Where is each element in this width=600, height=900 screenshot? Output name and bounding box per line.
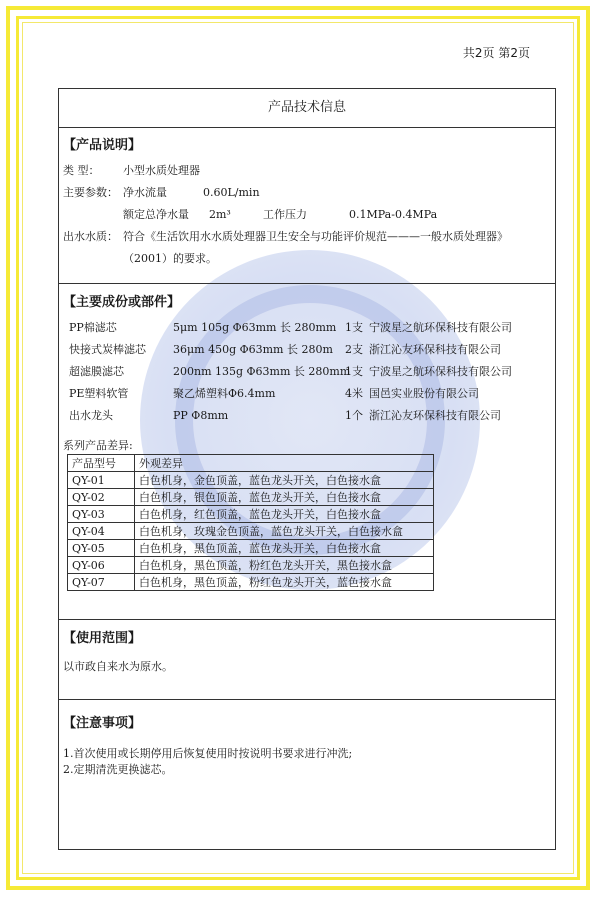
variant-model: QY-06 [68, 557, 135, 574]
component-row [59, 361, 555, 383]
document-title: 产品技术信息 [59, 89, 555, 128]
section-usage [59, 619, 555, 699]
variant-model: QY-01 [68, 472, 135, 489]
variant-difference: 白色机身，黑色顶盖，粉红色龙头开关，蓝色接水盒 [135, 574, 434, 591]
component-row [59, 405, 555, 427]
component-name: 超滤膜滤芯 [69, 365, 124, 378]
component-qty: 1支 [345, 365, 363, 378]
variant-difference: 白色机身，银色顶盖，蓝色龙头开关，白色接水盒 [135, 489, 434, 506]
header-model: 产品型号 [68, 455, 135, 472]
component-name: PP棉滤芯 [69, 321, 117, 334]
section-heading: 【主要成份或部件】 [63, 295, 181, 310]
component-maker: 浙江沁友环保科技有限公司 [369, 409, 501, 422]
variant-row [68, 489, 434, 506]
document-box [58, 88, 556, 850]
component-qty: 1支 [345, 321, 363, 334]
variants-heading: 系列产品差异: [63, 439, 133, 452]
variant-model: QY-05 [68, 540, 135, 557]
variant-difference: 白色机身，黑色顶盖，粉红色龙头开关，黑色接水盒 [135, 557, 434, 574]
component-spec: 5μm 105g Φ63mm 长 280mm [173, 321, 337, 334]
component-spec: 聚乙烯塑料Φ6.4mm [173, 387, 276, 400]
component-maker: 宁波星之航环保科技有限公司 [369, 365, 512, 378]
variant-row [68, 472, 434, 489]
variant-row [68, 557, 434, 574]
variants-header-row [68, 455, 434, 472]
component-name: 快接式炭棒滤芯 [69, 343, 146, 356]
component-qty: 1个 [345, 409, 363, 422]
component-qty: 2支 [345, 343, 363, 356]
component-maker: 国邑实业股份有限公司 [369, 387, 479, 400]
note-line: 1.首次使用或长期停用后恢复使用时按说明书要求进行冲洗; [63, 747, 353, 760]
section-heading: 【使用范围】 [63, 631, 142, 646]
variant-model: QY-04 [68, 523, 135, 540]
section-product-description [59, 127, 555, 265]
section-heading: 【产品说明】 [63, 138, 142, 153]
params-row: 主要参数： 净水流量 0.60L/min [63, 186, 260, 199]
variant-model: QY-07 [68, 574, 135, 591]
variant-model: QY-02 [68, 489, 135, 506]
component-spec: 200nm 135g Φ63mm 长 280mm [173, 365, 351, 378]
outlet-row-2: （2001）的要求。 [123, 252, 217, 265]
page-number: 共2页 第2页 [462, 46, 530, 60]
outlet-row: 出水水质： 符合《生活饮用水水质处理器卫生安全与功能评价规范———一般水质处理器》 [63, 230, 508, 243]
variant-row [68, 523, 434, 540]
component-row [59, 317, 555, 339]
variant-model: QY-03 [68, 506, 135, 523]
variant-difference: 白色机身，黑色顶盖，蓝色龙头开关，白色接水盒 [135, 540, 434, 557]
header-difference: 外观差异 [135, 455, 434, 472]
section-heading: 【注意事项】 [63, 716, 142, 731]
section-notes [59, 699, 555, 849]
variants-table [67, 454, 434, 591]
component-maker: 宁波星之航环保科技有限公司 [369, 321, 512, 334]
rated-row: 额定总净水量 2m³ 工作压力 0.1MPa-0.4MPa [123, 208, 438, 221]
note-line: 2.定期清洗更换滤芯。 [63, 763, 173, 776]
component-spec: 36μm 450g Φ63mm 长 280m [173, 343, 333, 356]
variant-difference: 白色机身，金色顶盖，蓝色龙头开关，白色接水盒 [135, 472, 434, 489]
component-row [59, 383, 555, 405]
variant-difference: 白色机身，红色顶盖，蓝色龙头开关，白色接水盒 [135, 506, 434, 523]
variant-difference: 白色机身，玫瑰金色顶盖，蓝色龙头开关，白色接水盒 [135, 523, 434, 540]
component-name: PE塑料软管 [69, 387, 129, 400]
component-row [59, 339, 555, 361]
variant-row [68, 574, 434, 591]
variant-row [68, 506, 434, 523]
usage-text: 以市政自来水为原水。 [63, 660, 173, 673]
type-row: 类 型： 小型水质处理器 [63, 164, 200, 177]
component-maker: 浙江沁友环保科技有限公司 [369, 343, 501, 356]
section-components [59, 283, 555, 619]
component-name: 出水龙头 [69, 409, 113, 422]
variant-row [68, 540, 434, 557]
component-spec: PP Φ8mm [173, 409, 229, 422]
component-qty: 4米 [345, 387, 363, 400]
